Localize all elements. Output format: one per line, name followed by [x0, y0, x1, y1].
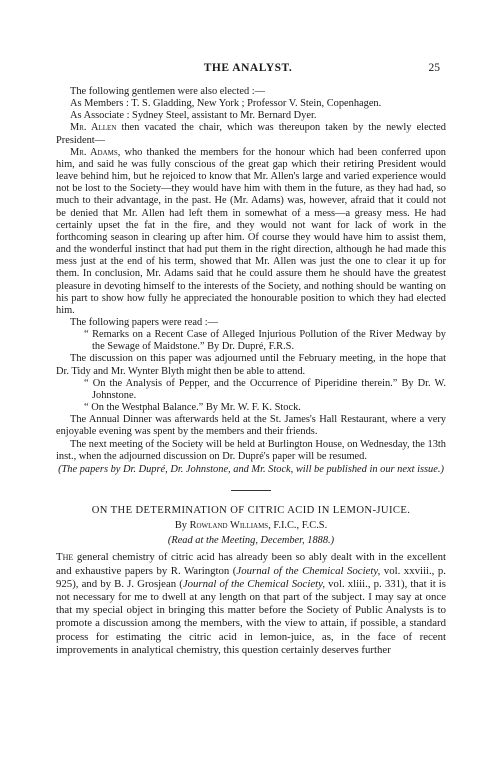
speaker-allen: Mr. Allen — [70, 122, 117, 134]
article-byline — [56, 520, 446, 532]
paragraph-adams — [56, 147, 446, 317]
paragraph-elected: The following gentlemen were also elected :— — [70, 86, 266, 97]
byline-by: By — [174, 520, 187, 532]
paragraph-adams-text: who thanked the members for the honour which had been conferred upon him, and said he was fully conscious of the great gap which their retiring President would leave behind him, but he rejoiced to know that Mr. Allen's large and varied experience would not be lost to the Society—they would have him with them in the future, as they had had, so much to their advantage, in the past. He (Mr. Adams) was, however, afraid that it could not be denied that Mr. Allen had left them in somewhat of a mess—a greasy mess. He had certainly upset the fat in the fire, and they would not want for lack of work in the forthcoming season in clearing up after him. Of course they would have him to assist them, and the wonderful instinct that had put them in the right direction, although he had made this mess just at the end of his term, showed that Mr. Allen was just the one to clear it up for them. In conclusion, Mr. Adams said that he could assure them he should have the greatest pleasure in devoting himself to the interests of the Society, and nothing should be wanting on his part to show how fully he appreciated the honourable position to which they had elected him. — [56, 146, 446, 316]
paragraph-allen-text: then vacated the chair, which was thereupon taken by the newly elected President— — [56, 122, 446, 146]
running-title: THE ANALYST. — [203, 62, 293, 74]
article-title: ON THE DETERMINATION OF CITRIC ACID IN LEMON-JUICE. — [91, 505, 411, 516]
paragraph-associate: As Associate : Sydney Steel, assistant to Mr. Bernard Dyer. — [70, 110, 317, 122]
page-body — [56, 86, 446, 657]
author-credentials: , F.I.C., F.C.S. — [268, 520, 328, 532]
journal-ref-2: Journal of the Chemical Society, — [182, 577, 326, 590]
running-header — [56, 62, 440, 78]
article-text-2: vol. xxviii., p. 925), and by B. J. Grosjean ( — [56, 564, 446, 590]
paper-title-stock: “ On the Westphal Balance.” By Mr. W. F. K. Stock. — [84, 402, 301, 414]
paragraph-allen — [56, 122, 446, 146]
paragraph-next-meeting: The next meeting of the Society will be held at Burlington House, on Wednesday, the 13th inst., when the adjourned discussion on Dr. Dupré's paper will be resumed. — [56, 438, 446, 462]
paper-title-dupre: “ Remarks on a Recent Case of Alleged Injurious Pollution of the River Medway by the Sewage of Maidstone.” By Dr. Dupré, F.R.S. — [84, 329, 446, 353]
paragraph-dinner: The Annual Dinner was afterwards held at the St. James's Hall Restaurant, where a very enjoyable evening was spent by the members and their friends. — [56, 414, 446, 438]
paragraph-members: As Members : T. S. Gladding, New York ; Professor V. Stein, Copenhagen. — [70, 98, 382, 110]
article-text-3: vol. xliii., p. 331), that it is not necessary for me to dwell at any length on that part of the subject. I may say at once that my special object in bringing this matter before the Society of Public Analysts is to promote a discussion among the members, with the view to attain, if possible, a standard process for estimating the citric acid in lemon-juice, as, in the face of recent improvements in analytical chemistry, this question certainly deserves further — [56, 577, 446, 656]
section-divider — [231, 490, 271, 491]
paragraph-papers-read: The following papers were read :— — [70, 316, 219, 328]
speaker-adams: Mr. Adams, — [70, 146, 121, 158]
read-note: (Read at the Meeting, December, 1888.) — [167, 535, 335, 547]
publication-note: (The papers by Dr. Dupré, Dr. Johnstone, and Mr. Stock, will be published in our next issue.) — [58, 463, 444, 475]
author-name: Rowland Williams — [189, 520, 269, 532]
article-paragraph — [56, 551, 446, 657]
article-text-1: general chemistry of citric acid has already been so ably dealt with in the excellent and exhaustive papers by R. Warington ( — [56, 551, 446, 577]
page-number: 25 — [428, 62, 440, 74]
journal-ref-1: Journal of the Chemical Society, — [236, 564, 381, 577]
paragraph-discussion: The discussion on this paper was adjourned until the February meeting, in the hope that Dr. Tidy and Mr. Wynter Blyth might then be able to attend. — [56, 353, 446, 377]
paper-title-johnstone: “ On the Analysis of Pepper, and the Occurrence of Piperidine therein.” By Dr. W. Johnstone. — [84, 377, 446, 401]
article-lead-word: The — [56, 551, 74, 564]
